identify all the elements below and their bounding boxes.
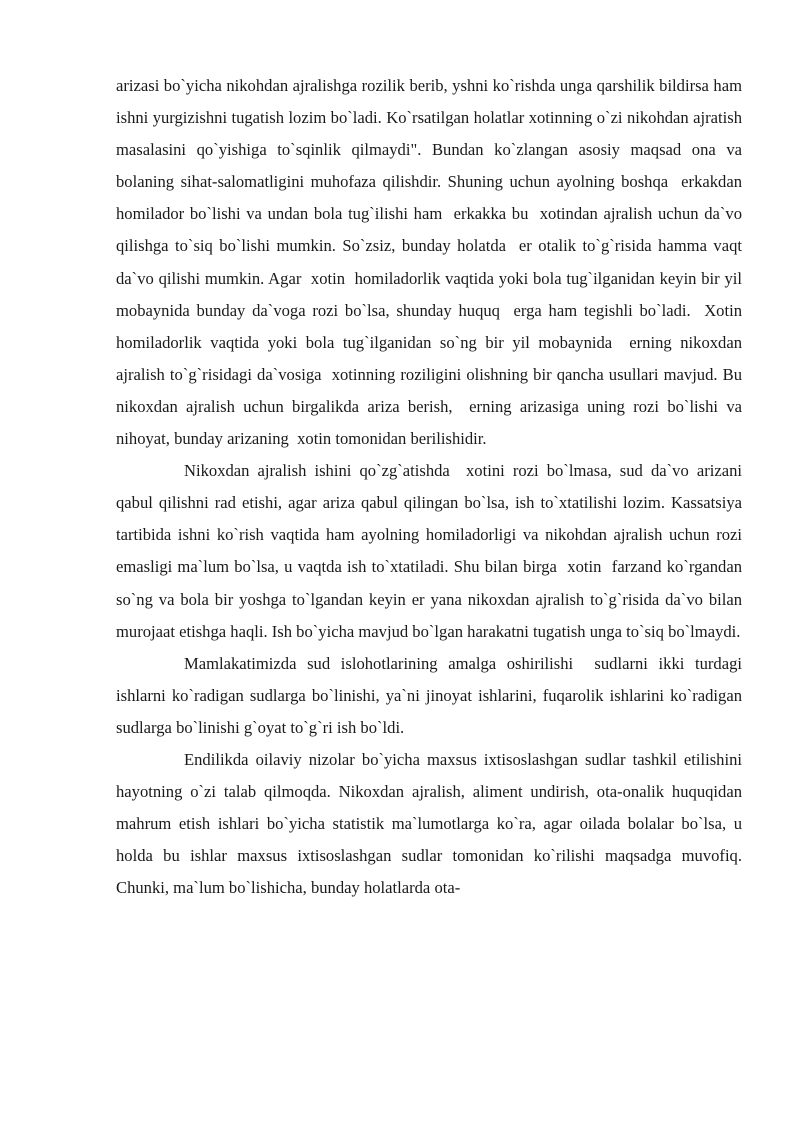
paragraph-2: Nikoxdan ajralish ishini qo`zg`atishda xotini rozi bo`lmasa, sud da`vo arizani qabul qilishni rad etishi, agar ariza qabul qilingan bo`lsa, ish to`xtatilishi lozim. Kassatsiya tartibida ishni ko`rish vaqtida ham ayolning homiladorligi va nikohdan ajralish uchun rozi emasligi ma`lum bo`lsa, u vaqtda ish to`xtatiladi. Shu bilan birga xotin farzand ko`rgandan so`ng va bola bir yoshga to`lgandan keyin er yana nikoxdan ajralish to`g`risida da`vo bilan murojaat etishga haqli. Ish bo`yicha mavjud bo`lgan harakatni tugatish unga to`siq bo`lmaydi. [116, 461, 747, 641]
document-body [116, 70, 751, 904]
paragraph-1: arizasi bo`yicha nikohdan ajralishga rozilik berib, yshni ko`rishda unga qarshilik bildirsa ham ishni yurgizishni tugatish lozim bo`ladi. Ko`rsatilgan holatlar xotinning o`zi nikohdan ajratish masalasini qo`yishiga to`sqinlik qilmaydi". Bundan ko`zlangan asosiy maqsad ona va bolaning sihat-salomatligini muhofaza qilishdir. Shuning uchun ayolning boshqa erkakdan homilador bo`lishi va undan bola tug`ilishi ham erkakka bu xotindan ajralish uchun da`vo qilishga to`siq bo`lishi mumkin. So`zsiz, bunday holatda er otalik to`g`risida hamma vaqt da`vo qilishi mumkin. Agar xotin homiladorlik vaqtida yoki bola tug`ilganidan keyin bir yil mobaynida bunday da`voga rozi bo`lsa, shunday huquq erga ham tegishli bo`ladi. Xotin homiladorlik vaqtida yoki bola tug`ilganidan so`ng bir yil mobaynida erning nikoxdan ajralish to`g`risidagi da`vosiga xotinning roziligini olishning bir qancha usullari mavjud. Bu nikoxdan ajralish uchun birgalikda ariza berish, erning arizasiga uning rozi bo`lishi va nihoyat, bunday arizaning xotin tomonidan berilishidir. [116, 76, 751, 449]
paragraph-3: Mamlakatimizda sud islohotlarining amalga oshirilishi sudlarni ikki turdagi ishlarni ko`radigan sudlarga bo`linishi, ya`ni jinoyat ishlarini, fuqarolik ishlarini ko`radigan sudlarga bo`linishi g`oyat to`g`ri ish bo`ldi. [116, 653, 747, 737]
paragraph-4: Endilikda oilaviy nizolar bo`yicha maxsus ixtisoslashgan sudlar tashkil etilishini hayotning o`zi talab qilmoqda. Nikoxdan ajralish, aliment undirish, ota-onalik huquqidan mahrum etish ishlari bo`yicha statistik ma`lumotlarga ko`ra, agar oilada bolalar bo`lsa, u holda bu ishlar maxsus ixtisoslashgan sudlar tomonidan ko`rilishi maqsadga muvofiq. Chunki, ma`lum bo`lishicha, bunday holatlarda ota- [116, 749, 747, 898]
